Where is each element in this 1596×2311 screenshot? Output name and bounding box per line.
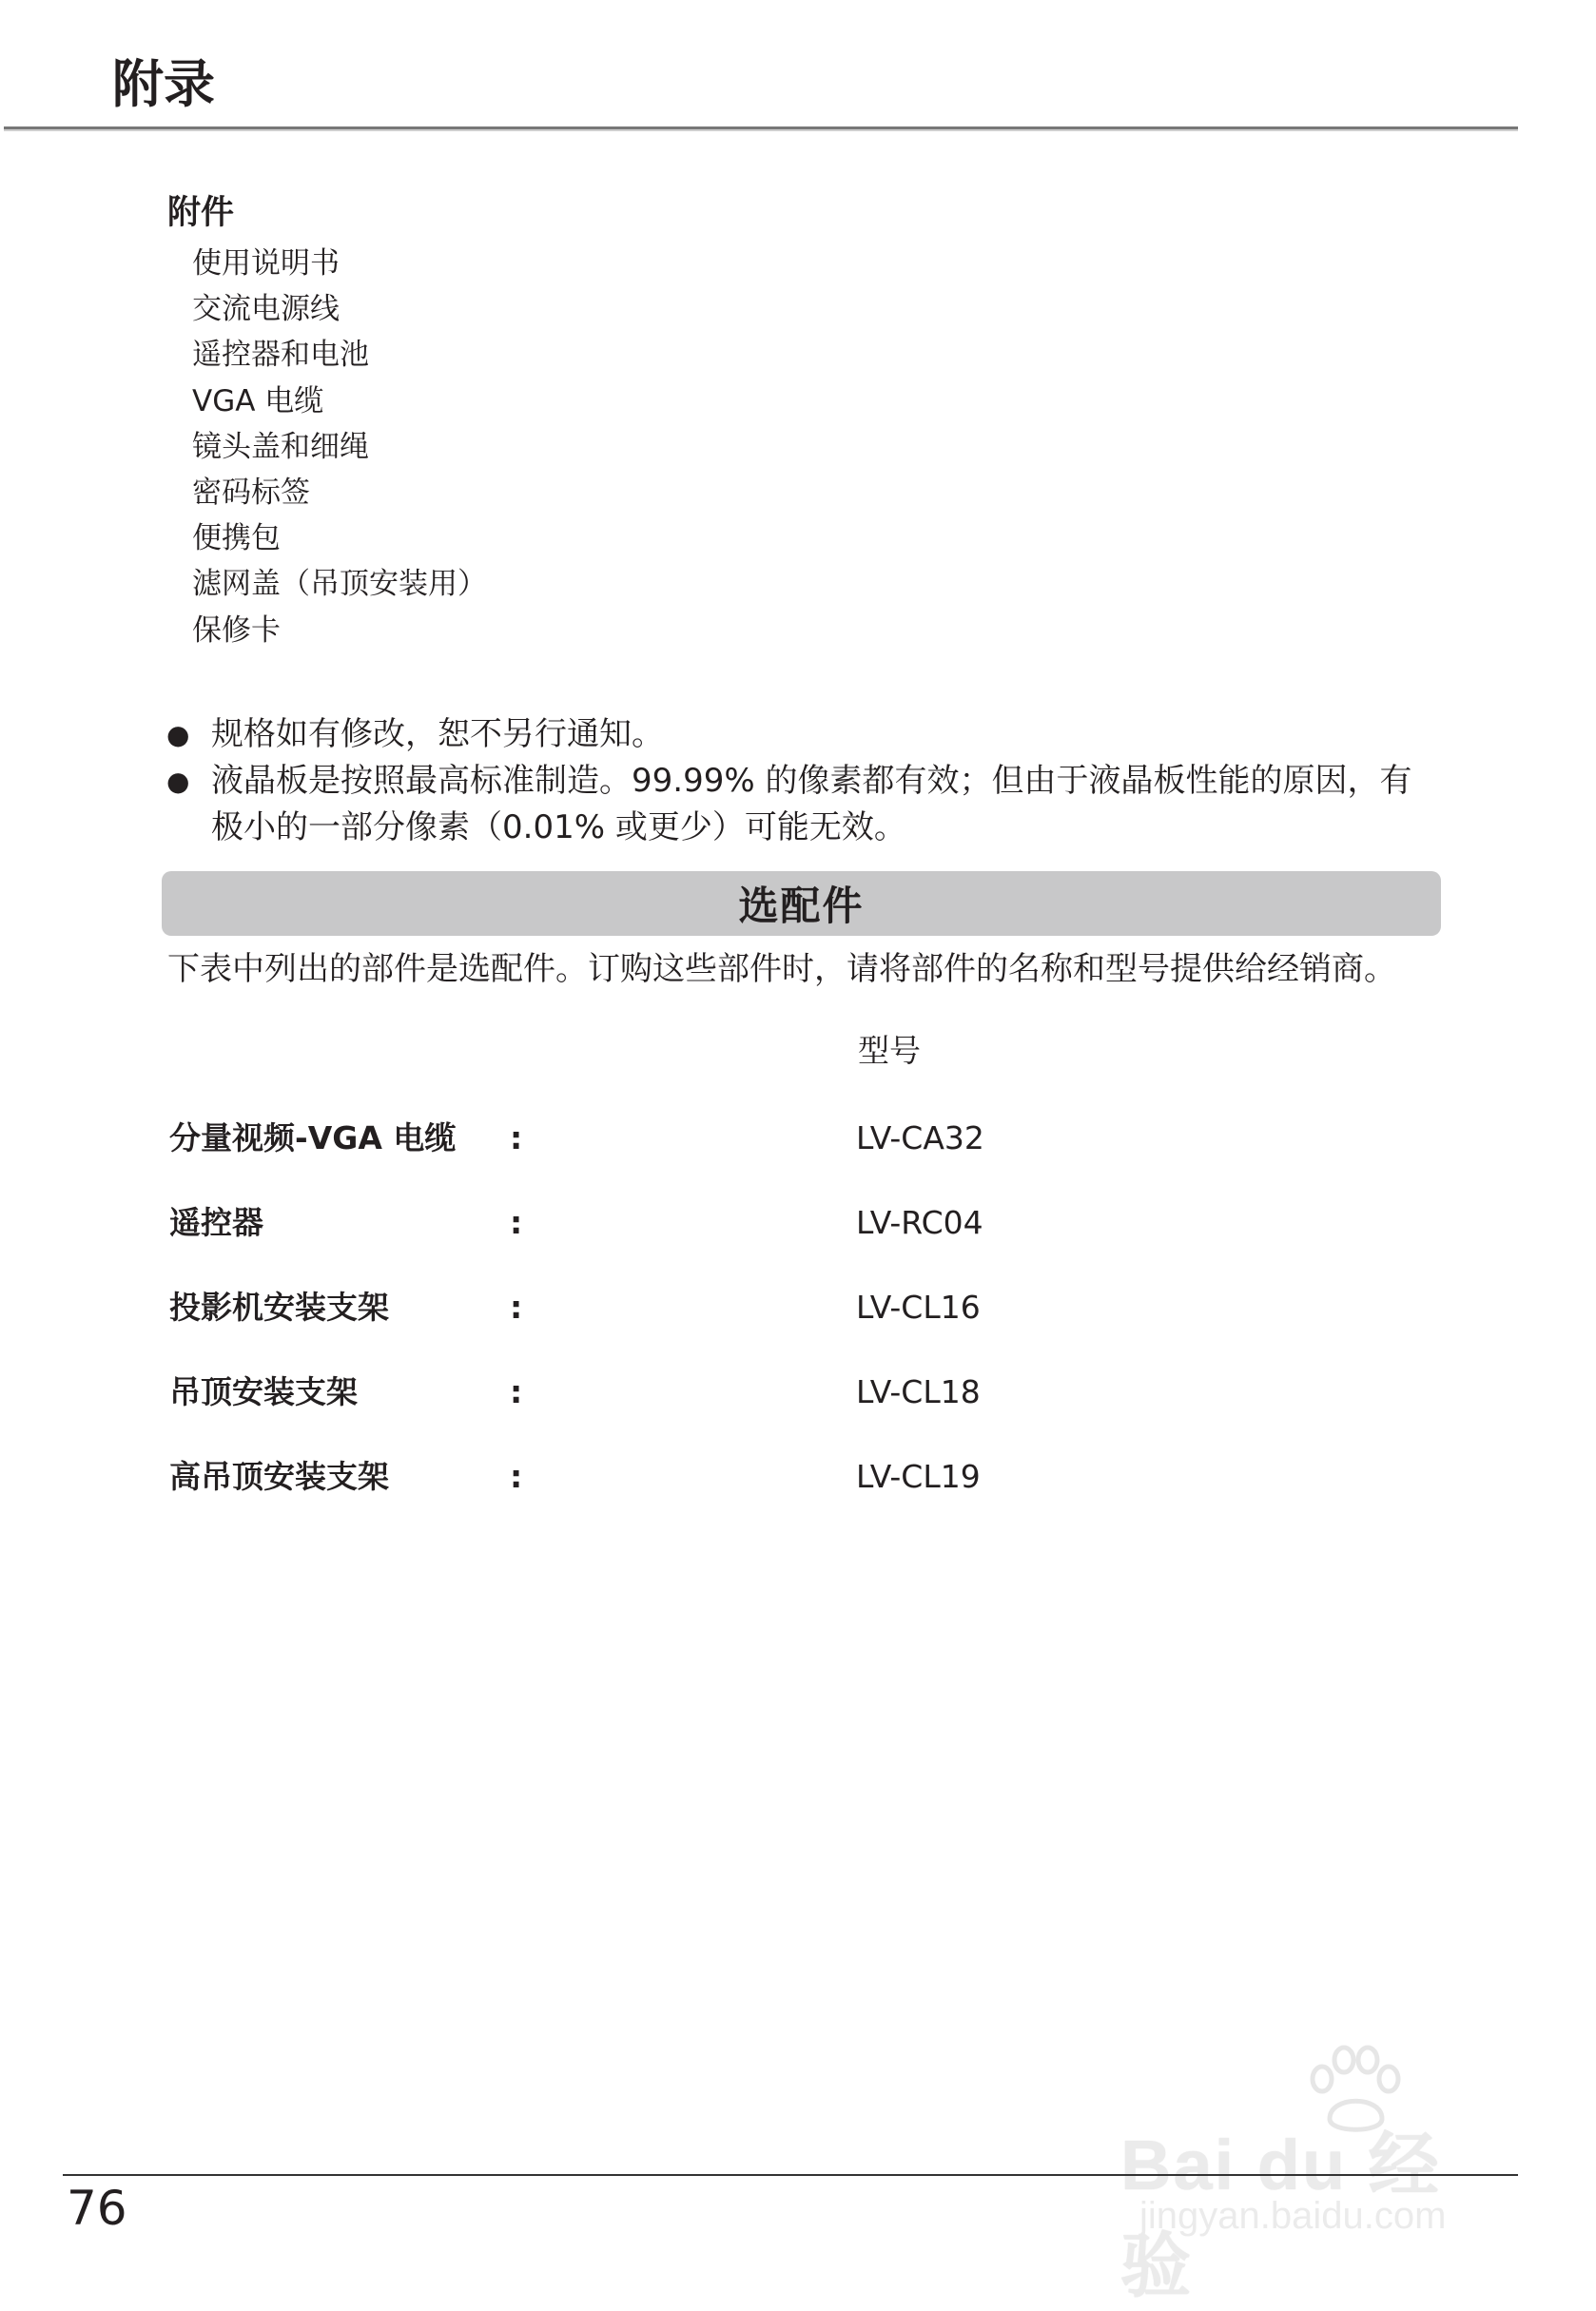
part-name: 吊顶安装支架 (169, 1373, 358, 1410)
list-item: 密码标签 (192, 475, 310, 510)
note-text: 液晶板是按照最高标准制造。99.99% 的像素都有效；但由于液晶板性能的原因，有极小的一部分像素（0.01% 或更少）可能无效。 (211, 762, 1412, 846)
list-item: 遥控器和电池 (192, 338, 369, 373)
part-name: 遥控器 (169, 1204, 263, 1241)
note-item (166, 711, 1441, 758)
part-name: 分量视频-VGA 电缆 (169, 1119, 457, 1156)
optional-parts-heading: 选配件 (738, 883, 865, 929)
watermark-url: jingyan.baidu.com (1139, 2195, 1447, 2237)
watermark (1120, 2052, 1510, 2305)
part-colon: : (510, 1458, 523, 1495)
page-title: 附录 (112, 54, 215, 114)
footer-divider (63, 2174, 1518, 2176)
part-colon: : (510, 1119, 523, 1156)
bullet-icon: ● (166, 766, 190, 797)
part-name: 高吊顶安装支架 (169, 1458, 389, 1495)
list-item: 使用说明书 (192, 246, 340, 281)
watermark-brand: Bai du 经验 (1120, 2126, 1441, 2305)
bullet-icon: ● (166, 719, 190, 750)
header-divider (4, 126, 1518, 131)
notes-list (166, 711, 1441, 851)
part-model: LV-RC04 (856, 1204, 983, 1241)
accessories-heading: 附件 (167, 194, 235, 232)
accessories-list (192, 241, 487, 653)
part-model: LV-CA32 (856, 1119, 984, 1156)
list-item: 保修卡 (192, 612, 281, 648)
list-item: 交流电源线 (192, 292, 340, 327)
part-colon: : (510, 1289, 523, 1326)
model-column-header: 型号 (858, 1032, 921, 1069)
list-item: 便携包 (192, 521, 281, 556)
part-model: LV-CL18 (856, 1373, 981, 1410)
list-item: 镜头盖和细绳 (192, 429, 369, 464)
list-item: VGA 电缆 (192, 383, 324, 418)
part-model: LV-CL19 (856, 1458, 981, 1495)
part-name: 投影机安装支架 (169, 1289, 389, 1326)
part-colon: : (510, 1204, 523, 1241)
optional-parts-intro: 下表中列出的部件是选配件。订购这些部件时，请将部件的名称和型号提供给经销商。 (167, 950, 1396, 988)
part-colon: : (510, 1373, 523, 1410)
part-model: LV-CL16 (856, 1289, 981, 1326)
note-item (166, 758, 1441, 851)
note-text: 规格如有修改，恕不另行通知。 (211, 715, 664, 753)
page-number: 76 (67, 2181, 127, 2236)
optional-parts-banner (162, 871, 1441, 936)
list-item: 滤网盖（吊顶安装用） (192, 567, 487, 602)
